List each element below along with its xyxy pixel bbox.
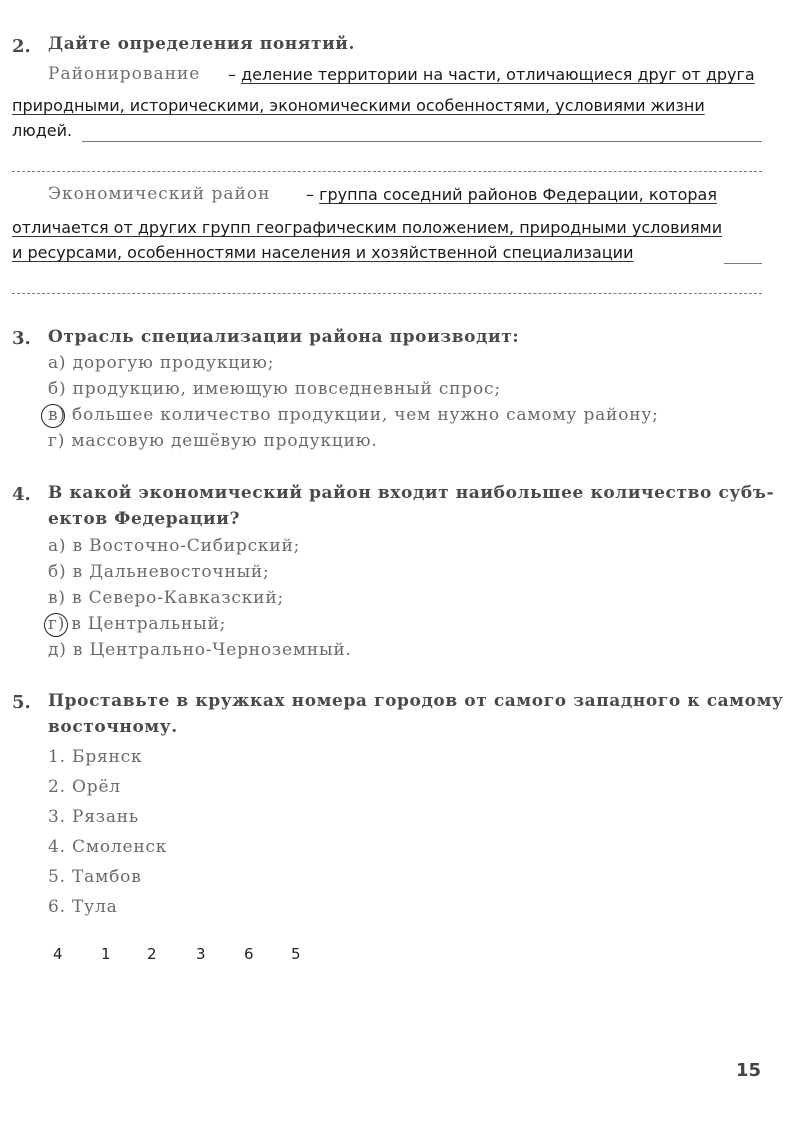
q2-def1-dash: – xyxy=(228,65,236,84)
q3-option-d[interactable]: г) массовую дешёвую продукцию. xyxy=(48,431,378,451)
q4-answer-circle xyxy=(44,613,68,637)
q5-title-line-2: восточному. xyxy=(48,717,178,737)
q5-city-6: 6. Тула xyxy=(48,897,118,917)
page-number: 15 xyxy=(736,1060,762,1081)
q3-option-b[interactable]: б) продукцию, имеющую повседневный спрос; xyxy=(48,379,501,399)
q2-def1-line2-text: природными, историческими, экономическими особенностями, условиями жизни xyxy=(12,96,705,115)
q5-city-2: 2. Орёл xyxy=(48,777,121,797)
q2-def2-line3 xyxy=(12,243,633,262)
q4-number: 4. xyxy=(12,484,31,505)
q3-title: Отрасль специализации района производит: xyxy=(48,327,520,347)
q2-def2-dash: – xyxy=(306,185,314,204)
q4-title-line-2: ектов Федерации? xyxy=(48,509,241,529)
q4-option-b[interactable]: б) в Дальневосточный; xyxy=(48,562,270,582)
q4-option-e[interactable]: д) в Центрально-Черноземный. xyxy=(48,640,352,660)
q5-answer-slot-6[interactable]: 5 xyxy=(291,945,301,963)
q3-number: 3. xyxy=(12,328,31,349)
q2-def2-line2-text: отличается от других групп географическим положением, природными условиями xyxy=(12,218,723,237)
q2-answer-line-2 xyxy=(12,171,762,172)
q5-city-4: 4. Смоленск xyxy=(48,837,168,857)
q5-city-3: 3. Рязань xyxy=(48,807,139,827)
q3-option-a[interactable]: а) дорогую продукцию; xyxy=(48,353,275,373)
q5-answer-slot-2[interactable]: 1 xyxy=(101,945,111,963)
q3-answer-circle xyxy=(41,404,65,428)
q4-option-c[interactable]: в) в Северо-Кавказский; xyxy=(48,588,284,608)
q2-answer-line-4 xyxy=(12,293,762,294)
q2-term-1: Районирование xyxy=(48,64,201,84)
q2-answer-line-3 xyxy=(724,263,762,264)
q5-title-line-1: Проставьте в кружках номера городов от самого западного к самому xyxy=(48,691,784,711)
q5-answer-slot-5[interactable]: 6 xyxy=(244,945,254,963)
q5-city-1: 1. Брянск xyxy=(48,747,143,767)
q2-def1-line1-text: деление территории на части, отличающиеся друг от друга xyxy=(241,65,755,84)
q4-title-line-1: В какой экономический район входит наибольшее количество субъ- xyxy=(48,483,775,503)
q2-number: 2. xyxy=(12,36,31,57)
q4-option-a[interactable]: а) в Восточно-Сибирский; xyxy=(48,536,301,556)
q2-title: Дайте определения понятий. xyxy=(48,34,356,54)
q5-number: 5. xyxy=(12,692,31,713)
q2-def1-line1 xyxy=(228,65,755,84)
q3-option-c[interactable]: в) большее количество продукции, чем нужно самому району; xyxy=(48,405,659,425)
q5-answer-slot-3[interactable]: 2 xyxy=(147,945,157,963)
q2-def1-line3: людей. xyxy=(12,121,73,140)
q5-city-5: 5. Тамбов xyxy=(48,867,142,887)
q2-def1-line2 xyxy=(12,96,705,115)
q2-def2-line3-text: и ресурсами, особенностями населения и хозяйственной специализации xyxy=(12,243,634,262)
q2-def2-line2 xyxy=(12,218,722,237)
q2-def2-line1-text: группа соседний районов Федерации, которая xyxy=(319,185,717,204)
q2-def2-line1 xyxy=(306,185,717,204)
q5-answer-slot-4[interactable]: 3 xyxy=(196,945,206,963)
q2-term-2: Экономический район xyxy=(48,184,271,204)
q2-answer-line-1 xyxy=(82,141,762,142)
q4-option-d[interactable]: г) в Центральный; xyxy=(48,614,227,634)
q5-answer-slot-1[interactable]: 4 xyxy=(53,945,63,963)
